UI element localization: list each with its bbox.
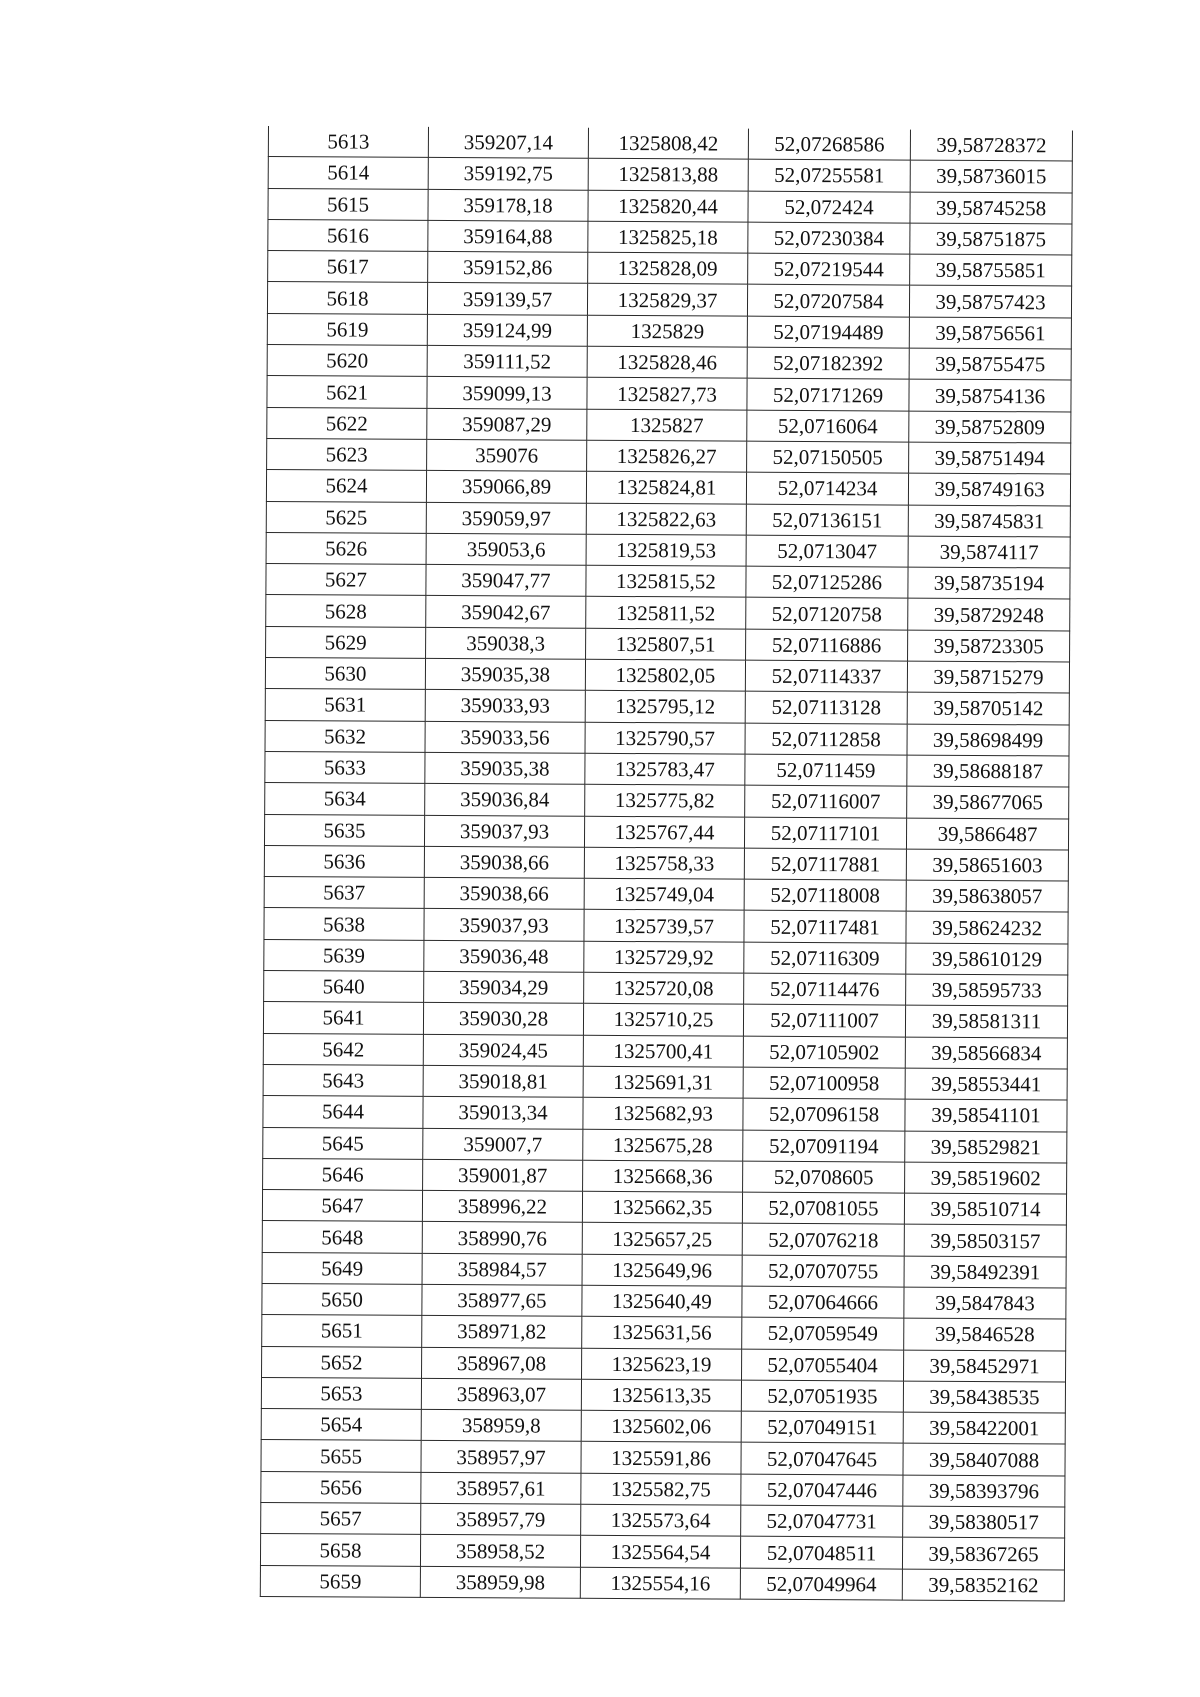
x-coordinate-cell: 359038,66 — [424, 846, 584, 878]
x-coordinate-cell: 358990,76 — [422, 1222, 582, 1254]
table-row — [265, 783, 1069, 819]
latitude-cell: 52,07194489 — [747, 316, 909, 348]
point-number-cell: 5616 — [268, 219, 428, 251]
table-row — [266, 501, 1070, 537]
x-coordinate-cell: 359035,38 — [425, 752, 585, 784]
longitude-cell: 39,58581311 — [905, 1005, 1067, 1037]
longitude-cell: 39,5847843 — [904, 1287, 1066, 1319]
table-row — [266, 470, 1070, 506]
x-coordinate-cell: 359037,93 — [424, 815, 584, 847]
y-coordinate-cell: 1325564,54 — [580, 1536, 740, 1568]
x-coordinate-cell: 359152,86 — [428, 252, 588, 284]
x-coordinate-cell: 359087,29 — [427, 408, 587, 440]
point-number-cell: 5625 — [266, 501, 426, 533]
latitude-cell: 52,07136151 — [746, 504, 908, 536]
y-coordinate-cell: 1325802,05 — [585, 659, 745, 691]
longitude-cell: 39,58407088 — [903, 1444, 1065, 1476]
x-coordinate-cell: 359035,38 — [425, 658, 585, 690]
y-coordinate-cell: 1325631,56 — [582, 1317, 742, 1349]
y-coordinate-cell: 1325827,73 — [587, 378, 747, 410]
table-row — [268, 251, 1072, 287]
latitude-cell: 52,07114476 — [744, 973, 906, 1005]
x-coordinate-cell: 359018,81 — [423, 1065, 583, 1097]
point-number-cell: 5620 — [267, 345, 427, 377]
latitude-cell: 52,07125286 — [746, 566, 908, 598]
table-row — [263, 1064, 1067, 1100]
y-coordinate-cell: 1325783,47 — [585, 753, 745, 785]
point-number-cell: 5635 — [264, 814, 424, 846]
latitude-cell: 52,07150505 — [747, 441, 909, 473]
latitude-cell: 52,07219544 — [748, 253, 910, 285]
point-number-cell: 5617 — [268, 251, 428, 283]
y-coordinate-cell: 1325729,92 — [584, 941, 744, 973]
y-coordinate-cell: 1325668,36 — [583, 1160, 743, 1192]
y-coordinate-cell: 1325649,96 — [582, 1254, 742, 1286]
longitude-cell: 39,58705142 — [907, 692, 1069, 724]
point-number-cell: 5648 — [262, 1221, 422, 1253]
latitude-cell: 52,07096158 — [743, 1098, 905, 1130]
longitude-cell: 39,58566834 — [905, 1037, 1067, 1069]
x-coordinate-cell: 359164,88 — [428, 220, 588, 252]
point-number-cell: 5633 — [265, 751, 425, 783]
y-coordinate-cell: 1325807,51 — [586, 628, 746, 660]
point-number-cell: 5644 — [263, 1096, 423, 1128]
latitude-cell: 52,07116309 — [744, 942, 906, 974]
table-row — [267, 282, 1071, 318]
y-coordinate-cell: 1325554,16 — [580, 1567, 740, 1599]
table-row — [262, 1221, 1066, 1257]
table-row — [266, 564, 1070, 600]
latitude-cell: 52,07047731 — [741, 1505, 903, 1537]
x-coordinate-cell: 359192,75 — [428, 158, 588, 190]
x-coordinate-cell: 359034,29 — [424, 971, 584, 1003]
longitude-cell: 39,58751494 — [909, 442, 1071, 474]
x-coordinate-cell: 359036,84 — [425, 784, 585, 816]
y-coordinate-cell: 1325700,41 — [583, 1035, 743, 1067]
longitude-cell: 39,58393796 — [903, 1475, 1065, 1507]
table-row — [263, 1002, 1067, 1038]
longitude-cell: 39,58688187 — [907, 755, 1069, 787]
longitude-cell: 39,58698499 — [907, 724, 1069, 756]
table-row — [268, 157, 1072, 193]
latitude-cell: 52,07059549 — [742, 1317, 904, 1349]
longitude-cell: 39,58715279 — [907, 661, 1069, 693]
x-coordinate-cell: 359076 — [427, 439, 587, 471]
longitude-cell: 39,5846528 — [904, 1318, 1066, 1350]
longitude-cell: 39,58352162 — [902, 1569, 1064, 1601]
table-row — [261, 1377, 1065, 1413]
y-coordinate-cell: 1325640,49 — [582, 1285, 742, 1317]
point-number-cell: 5651 — [262, 1315, 422, 1347]
latitude-cell: 52,07111007 — [743, 1004, 905, 1036]
y-coordinate-cell: 1325813,88 — [588, 159, 748, 191]
point-number-cell: 5621 — [267, 376, 427, 408]
y-coordinate-cell: 1325657,25 — [582, 1223, 742, 1255]
point-number-cell: 5634 — [265, 783, 425, 815]
latitude-cell: 52,07171269 — [747, 379, 909, 411]
x-coordinate-cell: 359207,14 — [428, 127, 588, 159]
longitude-cell: 39,58735194 — [908, 567, 1070, 599]
x-coordinate-cell: 359042,67 — [426, 596, 586, 628]
point-number-cell: 5638 — [264, 908, 424, 940]
x-coordinate-cell: 358984,57 — [422, 1253, 582, 1285]
longitude-cell: 39,58422001 — [903, 1412, 1065, 1444]
point-number-cell: 5615 — [268, 188, 428, 220]
latitude-cell: 52,07055404 — [742, 1349, 904, 1381]
y-coordinate-cell: 1325710,25 — [583, 1004, 743, 1036]
latitude-cell: 52,07064666 — [742, 1286, 904, 1318]
table-row — [262, 1190, 1066, 1226]
table-row — [261, 1409, 1065, 1445]
point-number-cell: 5628 — [266, 595, 426, 627]
x-coordinate-cell: 358996,22 — [422, 1190, 582, 1222]
table-row — [261, 1471, 1065, 1507]
x-coordinate-cell: 358957,97 — [421, 1441, 581, 1473]
latitude-cell: 52,07117481 — [744, 911, 906, 943]
latitude-cell: 52,07100958 — [743, 1067, 905, 1099]
x-coordinate-cell: 359033,93 — [425, 690, 585, 722]
latitude-cell: 52,07113128 — [745, 692, 907, 724]
point-number-cell: 5614 — [268, 157, 428, 189]
latitude-cell: 52,07051935 — [741, 1380, 903, 1412]
longitude-cell: 39,58736015 — [910, 160, 1072, 192]
table-row — [265, 658, 1069, 694]
y-coordinate-cell: 1325808,42 — [588, 128, 748, 160]
longitude-cell: 39,58503157 — [904, 1224, 1066, 1256]
longitude-cell: 39,58755475 — [909, 348, 1071, 380]
y-coordinate-cell: 1325815,52 — [586, 565, 746, 597]
point-number-cell: 5659 — [260, 1565, 420, 1597]
point-number-cell: 5649 — [262, 1252, 422, 1284]
longitude-cell: 39,58752809 — [909, 411, 1071, 443]
x-coordinate-cell: 358959,98 — [420, 1566, 580, 1598]
table-row — [263, 1096, 1067, 1132]
latitude-cell: 52,07116007 — [745, 785, 907, 817]
x-coordinate-cell: 359047,77 — [426, 565, 586, 597]
y-coordinate-cell: 1325829,37 — [587, 284, 747, 316]
point-number-cell: 5647 — [262, 1190, 422, 1222]
latitude-cell: 52,07105902 — [743, 1036, 905, 1068]
y-coordinate-cell: 1325829 — [587, 315, 747, 347]
table-row — [263, 1127, 1067, 1163]
table-row — [264, 939, 1068, 975]
y-coordinate-cell: 1325811,52 — [586, 597, 746, 629]
table-row — [262, 1346, 1066, 1382]
table-row — [262, 1315, 1066, 1351]
point-number-cell: 5623 — [267, 438, 427, 470]
point-number-cell: 5646 — [263, 1158, 423, 1190]
longitude-cell: 39,58553441 — [905, 1068, 1067, 1100]
y-coordinate-cell: 1325828,46 — [587, 346, 747, 378]
table-row — [263, 1158, 1067, 1194]
table-row — [264, 908, 1068, 944]
latitude-cell: 52,07230384 — [748, 222, 910, 254]
x-coordinate-cell: 359066,89 — [426, 471, 586, 503]
longitude-cell: 39,58754136 — [909, 379, 1071, 411]
x-coordinate-cell: 359178,18 — [428, 189, 588, 221]
x-coordinate-cell: 358957,79 — [421, 1503, 581, 1535]
table-row — [267, 438, 1071, 474]
table-row — [267, 407, 1071, 443]
latitude-cell: 52,07112858 — [745, 723, 907, 755]
x-coordinate-cell: 359053,6 — [426, 533, 586, 565]
y-coordinate-cell: 1325739,57 — [584, 910, 744, 942]
latitude-cell: 52,0714234 — [746, 472, 908, 504]
y-coordinate-cell: 1325767,44 — [584, 816, 744, 848]
x-coordinate-cell: 359124,99 — [427, 314, 587, 346]
coordinates-table-body — [260, 126, 1072, 1601]
longitude-cell: 39,58380517 — [903, 1506, 1065, 1538]
table-row — [265, 720, 1069, 756]
y-coordinate-cell: 1325825,18 — [588, 221, 748, 253]
y-coordinate-cell: 1325623,19 — [582, 1348, 742, 1380]
table-row — [264, 877, 1068, 913]
point-number-cell: 5630 — [265, 658, 425, 690]
table-row — [262, 1283, 1066, 1319]
point-number-cell: 5624 — [266, 470, 426, 502]
point-number-cell: 5645 — [263, 1127, 423, 1159]
point-number-cell: 5654 — [261, 1409, 421, 1441]
y-coordinate-cell: 1325662,35 — [582, 1191, 742, 1223]
point-number-cell: 5650 — [262, 1283, 422, 1315]
y-coordinate-cell: 1325691,31 — [583, 1066, 743, 1098]
y-coordinate-cell: 1325613,35 — [581, 1379, 741, 1411]
latitude-cell: 52,07118008 — [744, 879, 906, 911]
table-row — [268, 219, 1072, 255]
x-coordinate-cell: 359139,57 — [427, 283, 587, 315]
table-row — [267, 376, 1071, 412]
x-coordinate-cell: 359111,52 — [427, 345, 587, 377]
point-number-cell: 5629 — [266, 626, 426, 658]
y-coordinate-cell: 1325828,09 — [588, 252, 748, 284]
table-row — [265, 751, 1069, 787]
latitude-cell: 52,07120758 — [746, 598, 908, 630]
y-coordinate-cell: 1325720,08 — [584, 972, 744, 1004]
point-number-cell: 5641 — [263, 1002, 423, 1034]
latitude-cell: 52,07091194 — [743, 1130, 905, 1162]
latitude-cell: 52,0716064 — [747, 410, 909, 442]
longitude-cell: 39,58519602 — [905, 1162, 1067, 1194]
y-coordinate-cell: 1325826,27 — [587, 440, 747, 472]
point-number-cell: 5643 — [263, 1064, 423, 1096]
longitude-cell: 39,58745258 — [910, 192, 1072, 224]
latitude-cell: 52,07048511 — [740, 1537, 902, 1569]
latitude-cell: 52,07117881 — [744, 848, 906, 880]
point-number-cell: 5622 — [267, 407, 427, 439]
x-coordinate-cell: 358957,61 — [421, 1472, 581, 1504]
y-coordinate-cell: 1325775,82 — [585, 785, 745, 817]
longitude-cell: 39,58677065 — [907, 786, 1069, 818]
longitude-cell: 39,58367265 — [902, 1537, 1064, 1569]
latitude-cell: 52,07114337 — [745, 660, 907, 692]
latitude-cell: 52,07182392 — [747, 347, 909, 379]
y-coordinate-cell: 1325822,63 — [586, 503, 746, 535]
latitude-cell: 52,0713047 — [746, 535, 908, 567]
x-coordinate-cell: 359038,3 — [426, 627, 586, 659]
table-row — [261, 1440, 1065, 1476]
point-number-cell: 5640 — [264, 971, 424, 1003]
latitude-cell: 52,07255581 — [748, 159, 910, 191]
longitude-cell: 39,58541101 — [905, 1099, 1067, 1131]
table-row — [264, 971, 1068, 1007]
x-coordinate-cell: 358977,65 — [422, 1284, 582, 1316]
point-number-cell: 5618 — [267, 282, 427, 314]
x-coordinate-cell: 359038,66 — [424, 878, 584, 910]
x-coordinate-cell: 359013,34 — [423, 1097, 583, 1129]
point-number-cell: 5656 — [261, 1471, 421, 1503]
table-row — [266, 595, 1070, 631]
table-row — [262, 1252, 1066, 1288]
longitude-cell: 39,58749163 — [908, 473, 1070, 505]
point-number-cell: 5631 — [265, 689, 425, 721]
y-coordinate-cell: 1325819,53 — [586, 534, 746, 566]
longitude-cell: 39,58729248 — [908, 599, 1070, 631]
latitude-cell: 52,07070755 — [742, 1255, 904, 1287]
point-number-cell: 5653 — [261, 1377, 421, 1409]
y-coordinate-cell: 1325675,28 — [583, 1129, 743, 1161]
y-coordinate-cell: 1325582,75 — [581, 1473, 741, 1505]
y-coordinate-cell: 1325795,12 — [585, 691, 745, 723]
longitude-cell: 39,58728372 — [910, 130, 1072, 162]
x-coordinate-cell: 359001,87 — [423, 1159, 583, 1191]
table-row — [267, 313, 1071, 349]
point-number-cell: 5632 — [265, 720, 425, 752]
table-row — [260, 1534, 1064, 1570]
y-coordinate-cell: 1325682,93 — [583, 1097, 743, 1129]
x-coordinate-cell: 359030,28 — [423, 1003, 583, 1035]
x-coordinate-cell: 359037,93 — [424, 909, 584, 941]
longitude-cell: 39,58529821 — [905, 1131, 1067, 1163]
longitude-cell: 39,5874117 — [908, 536, 1070, 568]
coordinates-table — [260, 126, 1073, 1601]
longitude-cell: 39,58624232 — [906, 911, 1068, 943]
table-row — [266, 532, 1070, 568]
latitude-cell: 52,07117101 — [744, 817, 906, 849]
y-coordinate-cell: 1325602,06 — [581, 1410, 741, 1442]
longitude-cell: 39,58638057 — [906, 880, 1068, 912]
latitude-cell: 52,07047645 — [741, 1443, 903, 1475]
longitude-cell: 39,58492391 — [904, 1256, 1066, 1288]
x-coordinate-cell: 359007,7 — [423, 1128, 583, 1160]
latitude-cell: 52,0708605 — [743, 1161, 905, 1193]
y-coordinate-cell: 1325591,86 — [581, 1442, 741, 1474]
y-coordinate-cell: 1325573,64 — [581, 1504, 741, 1536]
point-number-cell: 5658 — [260, 1534, 420, 1566]
latitude-cell: 52,0711459 — [745, 754, 907, 786]
longitude-cell: 39,58438535 — [903, 1381, 1065, 1413]
y-coordinate-cell: 1325827 — [587, 409, 747, 441]
latitude-cell: 52,07207584 — [747, 285, 909, 317]
x-coordinate-cell: 358967,08 — [422, 1347, 582, 1379]
y-coordinate-cell: 1325758,33 — [584, 847, 744, 879]
longitude-cell: 39,58610129 — [906, 943, 1068, 975]
latitude-cell: 52,07081055 — [742, 1192, 904, 1224]
point-number-cell: 5613 — [268, 126, 428, 158]
point-number-cell: 5627 — [266, 564, 426, 596]
x-coordinate-cell: 359024,45 — [423, 1034, 583, 1066]
point-number-cell: 5657 — [261, 1503, 421, 1535]
table-row — [263, 1033, 1067, 1069]
point-number-cell: 5642 — [263, 1033, 423, 1065]
latitude-cell: 52,07049964 — [740, 1568, 902, 1600]
x-coordinate-cell: 359033,56 — [425, 721, 585, 753]
table-row — [268, 126, 1072, 161]
longitude-cell: 39,58745831 — [908, 505, 1070, 537]
longitude-cell: 39,58723305 — [908, 630, 1070, 662]
table-row — [268, 188, 1072, 224]
latitude-cell: 52,07047446 — [741, 1474, 903, 1506]
latitude-cell: 52,07076218 — [742, 1224, 904, 1256]
x-coordinate-cell: 359059,97 — [426, 502, 586, 534]
point-number-cell: 5652 — [262, 1346, 422, 1378]
point-number-cell: 5619 — [267, 313, 427, 345]
point-number-cell: 5637 — [264, 877, 424, 909]
y-coordinate-cell: 1325824,81 — [586, 472, 746, 504]
x-coordinate-cell: 359099,13 — [427, 377, 587, 409]
point-number-cell: 5639 — [264, 939, 424, 971]
point-number-cell: 5626 — [266, 532, 426, 564]
latitude-cell: 52,07268586 — [748, 129, 910, 161]
table-row — [261, 1503, 1065, 1539]
point-number-cell: 5636 — [264, 845, 424, 877]
latitude-cell: 52,07116886 — [746, 629, 908, 661]
x-coordinate-cell: 358963,07 — [421, 1378, 581, 1410]
table-row — [260, 1565, 1064, 1601]
x-coordinate-cell: 359036,48 — [424, 940, 584, 972]
latitude-cell: 52,072424 — [748, 191, 910, 223]
point-number-cell: 5655 — [261, 1440, 421, 1472]
longitude-cell: 39,5866487 — [906, 818, 1068, 850]
longitude-cell: 39,58510714 — [904, 1193, 1066, 1225]
table-row — [265, 689, 1069, 725]
y-coordinate-cell: 1325820,44 — [588, 190, 748, 222]
table-row — [267, 345, 1071, 381]
table-row — [264, 814, 1068, 850]
longitude-cell: 39,58751875 — [910, 223, 1072, 255]
x-coordinate-cell: 358971,82 — [422, 1316, 582, 1348]
table-row — [266, 626, 1070, 662]
longitude-cell: 39,58756561 — [909, 317, 1071, 349]
latitude-cell: 52,07049151 — [741, 1411, 903, 1443]
longitude-cell: 39,58651603 — [906, 849, 1068, 881]
longitude-cell: 39,58755851 — [910, 254, 1072, 286]
longitude-cell: 39,58595733 — [906, 974, 1068, 1006]
x-coordinate-cell: 358958,52 — [420, 1535, 580, 1567]
y-coordinate-cell: 1325790,57 — [585, 722, 745, 754]
y-coordinate-cell: 1325749,04 — [584, 878, 744, 910]
table-row — [264, 845, 1068, 881]
longitude-cell: 39,58452971 — [904, 1350, 1066, 1382]
longitude-cell: 39,58757423 — [909, 286, 1071, 318]
x-coordinate-cell: 358959,8 — [421, 1410, 581, 1442]
